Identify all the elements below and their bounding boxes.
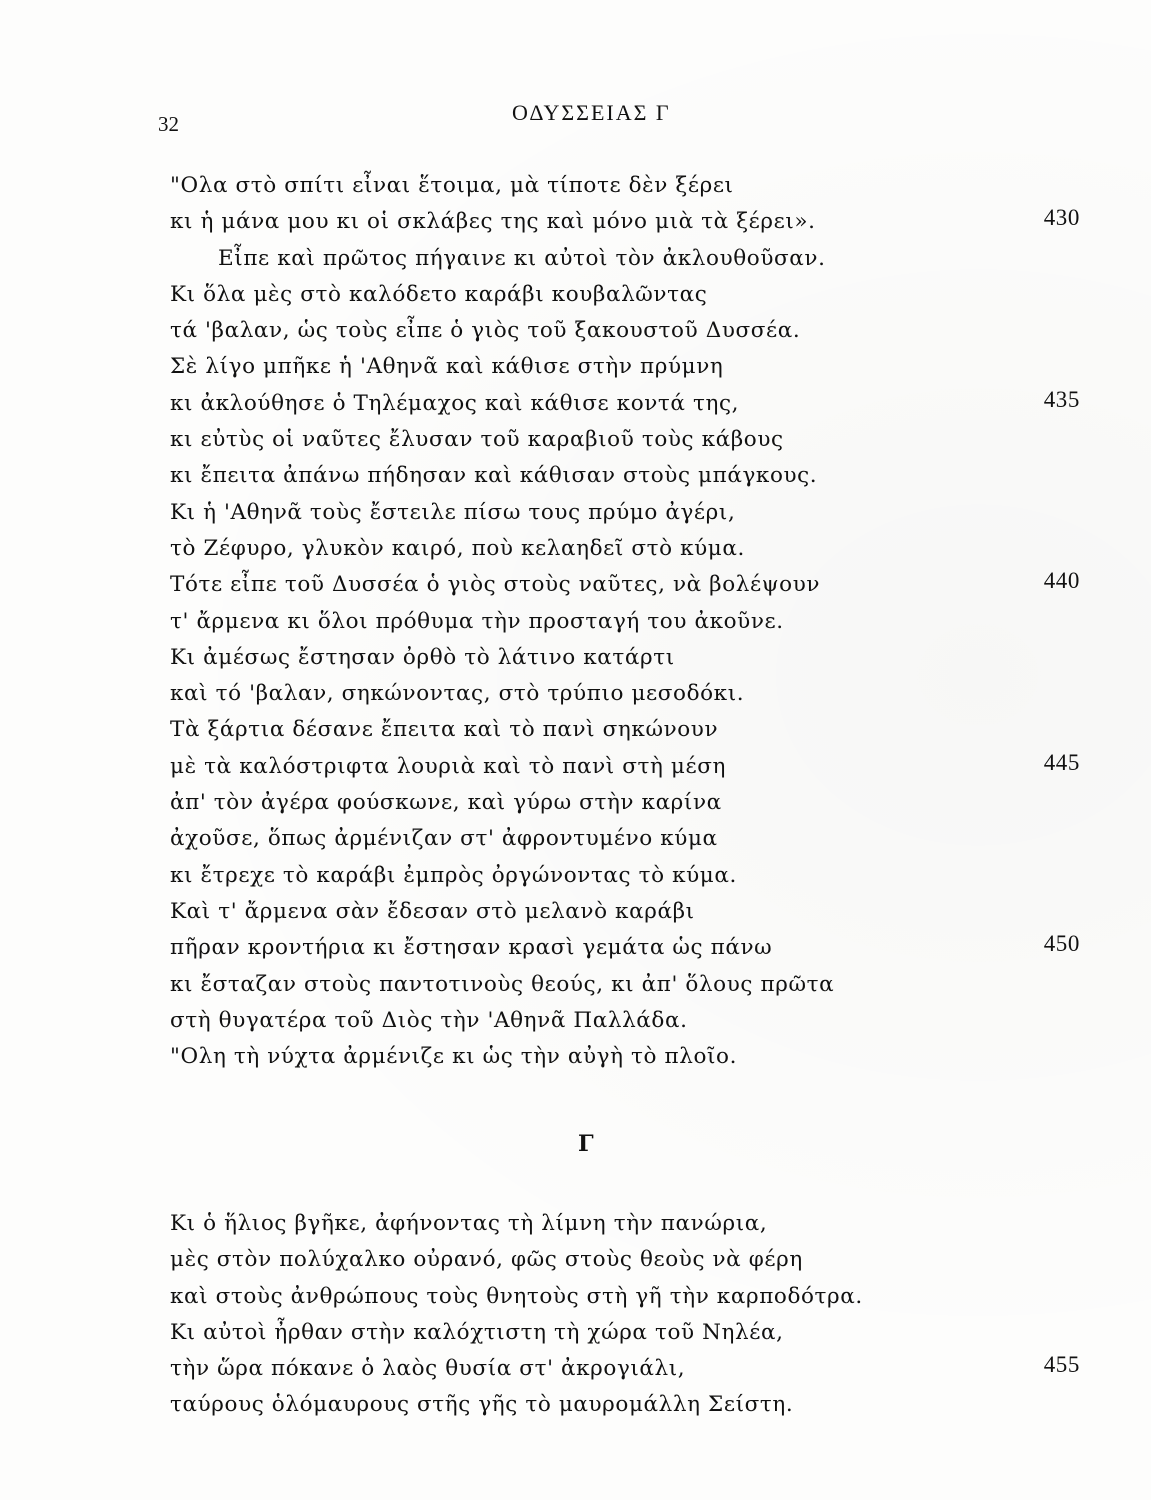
verse-line-text: καὶ τό 'βαλαν, σηκώνοντας, στὸ τρύπιο μεσοδόκι. <box>170 681 745 707</box>
verse-line <box>170 204 1090 240</box>
verse-line-text: κι ἔτρεχε τὸ καράβι ἐμπρὸς ὀργώνοντας τὸ κύμα. <box>170 862 737 888</box>
verse-line-text: τὸ Ζέφυρο, γλυκὸν καιρό, ποὺ κελαηδεῖ στὸ κύμα. <box>170 535 745 561</box>
verse-line <box>170 1279 1090 1315</box>
verse-line-text: τά 'βαλαν, ὡς τοὺς εἶπε ὁ γιὸς τοῦ ξακουστοῦ Δυσσέα. <box>170 318 801 344</box>
verse-line-text: κι εὐτὺς οἱ ναῦτες ἔλυσαν τοῦ καραβιοῦ τοὺς κάβους <box>170 427 784 453</box>
verse-line-text: "Ολα στὸ σπίτι εἶναι ἕτοιμα, μὰ τίποτε δὲν ξέρει <box>170 173 734 198</box>
line-number: 440 <box>1043 568 1080 594</box>
verse-line-text: Κι ἡ 'Αθηνᾶ τοὺς ἔστειλε πίσω τους πρύμο ἀγέρι, <box>170 499 736 525</box>
verse-line <box>170 967 1090 1003</box>
verse-line-text: Κι αὐτοὶ ἦρθαν στὴν καλόχτιστη τὴ χώρα τοῦ Νηλέα, <box>170 1319 784 1345</box>
verse-line <box>170 858 1090 894</box>
verse-line <box>170 930 1090 966</box>
verse-line-text: κι ἀκλούθησε ὁ Τηλέμαχος καὶ κάθισε κοντά της, <box>170 390 740 416</box>
verse-line-text: "Ολη τὴ νύχτα ἀρμένιζε κι ὡς τὴν αὐγὴ τὸ πλοῖο. <box>170 1044 738 1070</box>
verse-line-text: τὴν ὥρα πόκανε ὁ λαὸς θυσία στ' ἀκρογιάλι, <box>170 1356 686 1382</box>
verse-line-text: Τὰ ξάρτια δέσανε ἔπειτα καὶ τὸ πανὶ σηκώνουν <box>170 717 719 743</box>
verse-line-text: ἀχοῦσε, ὅπως ἀρμένιζαν στ' ἀφροντυμένο κύμα <box>170 826 718 852</box>
verse-line <box>170 676 1090 712</box>
verse-line-text: ἀπ' τὸν ἀγέρα φούσκωνε, καὶ γύρω στὴν καρίνα <box>170 790 722 816</box>
verse-line-text: κι ἔπειτα ἀπάνω πήδησαν καὶ κάθισαν στοὺς μπάγκους. <box>170 463 818 489</box>
verse-line-text: κι ἡ μάνα μου κι οἱ σκλάβες της καὶ μόνο μιὰ τὰ ξέρει». <box>170 209 816 235</box>
verse-line <box>170 277 1090 313</box>
verse-line-text: Σὲ λίγο μπῆκε ἡ 'Αθηνᾶ καὶ κάθισε στὴν πρύμνη <box>170 354 724 380</box>
verse-line-text: κι ἔσταζαν στοὺς παντοτινοὺς θεούς, κι ἀπ' ὅλους πρῶτα <box>170 971 835 997</box>
line-number: 450 <box>1043 931 1080 957</box>
verse-line <box>170 313 1090 349</box>
verse-line-text: Καὶ τ' ἄρμενα σὰν ἔδεσαν στὸ μελανὸ καράβι <box>170 898 695 924</box>
verse-line <box>170 168 1090 204</box>
verse-line <box>170 1315 1090 1351</box>
verse-line <box>170 894 1090 930</box>
verse-line-text: πῆραν κροντήρια κι ἔστησαν κρασὶ γεμάτα ὡς πάνω <box>170 935 773 961</box>
verse-line-text: Τότε εἶπε τοῦ Δυσσέα ὁ γιὸς στοὺς ναῦτες, νὰ βολέψουν <box>170 572 821 598</box>
verse-line <box>170 386 1090 422</box>
verse-line <box>170 785 1090 821</box>
verse-line-text: Κι ὁ ἥλιος βγῆκε, ἀφήνοντας τὴ λίμνη τὴν πανώρια, <box>170 1211 768 1236</box>
verse-line <box>170 749 1090 785</box>
section-mark: Γ <box>578 1131 594 1157</box>
verse-line <box>170 458 1090 494</box>
line-number: 455 <box>1043 1352 1080 1378</box>
verse-block-2 <box>170 1206 1090 1424</box>
verse-line <box>170 422 1090 458</box>
verse-line <box>170 821 1090 857</box>
verse-line-text: μὲ τὰ καλόστριφτα λουριὰ καὶ τὸ πανὶ στὴ μέση <box>170 753 726 779</box>
verse-line <box>170 640 1090 676</box>
verse-line <box>170 531 1090 567</box>
verse-line-text: καὶ στοὺς ἀνθρώπους τοὺς θνητοὺς στὴ γῆ τὴν καρποδότρα. <box>170 1283 863 1309</box>
line-number: 430 <box>1043 205 1080 231</box>
verse-line <box>170 1351 1090 1387</box>
verse-line-text: τ' ἄρμενα κι ὅλοι πρόθυμα τὴν προσταγή του ἀκοῦνε. <box>170 608 784 634</box>
verse-line-text: ταύρους ὁλόμαυρους στῆς γῆς τὸ μαυρομάλλη Σείστη. <box>170 1392 794 1418</box>
verse-line <box>170 712 1090 748</box>
verse-block-1 <box>170 168 1090 1075</box>
verse-line-text: Κι ὅλα μὲς στὸ καλόδετο καράβι κουβαλῶντας <box>170 281 708 307</box>
page-number: 32 <box>158 112 179 136</box>
verse-line-text: μὲς στὸν πολύχαλκο οὐρανό, φῶς στοὺς θεοὺς νὰ φέρη <box>170 1247 803 1273</box>
verse-line <box>170 241 1090 277</box>
verse-line <box>170 1206 1090 1242</box>
verse-line <box>170 1003 1090 1039</box>
verse-line-text: στὴ θυγατέρα τοῦ Διὸς τὴν 'Αθηνᾶ Παλλάδα. <box>170 1007 688 1033</box>
verse-line <box>170 604 1090 640</box>
verse-line <box>170 567 1090 603</box>
running-head: ΟΔΥΣΣΕΙΑΣ Γ <box>512 100 671 125</box>
verse-line <box>170 1387 1090 1423</box>
verse-line <box>170 495 1090 531</box>
line-number: 445 <box>1043 749 1080 775</box>
line-number: 435 <box>1043 386 1080 412</box>
verse-line <box>170 1039 1090 1075</box>
verse-line <box>170 349 1090 385</box>
verse-line <box>170 1242 1090 1278</box>
verse-line-text: Εἶπε καὶ πρῶτος πήγαινε κι αὐτοὶ τὸν ἀκλουθοῦσαν. <box>218 245 826 271</box>
verse-line-text: Κι ἀμέσως ἔστησαν ὀρθὸ τὸ λάτινο κατάρτι <box>170 644 675 670</box>
